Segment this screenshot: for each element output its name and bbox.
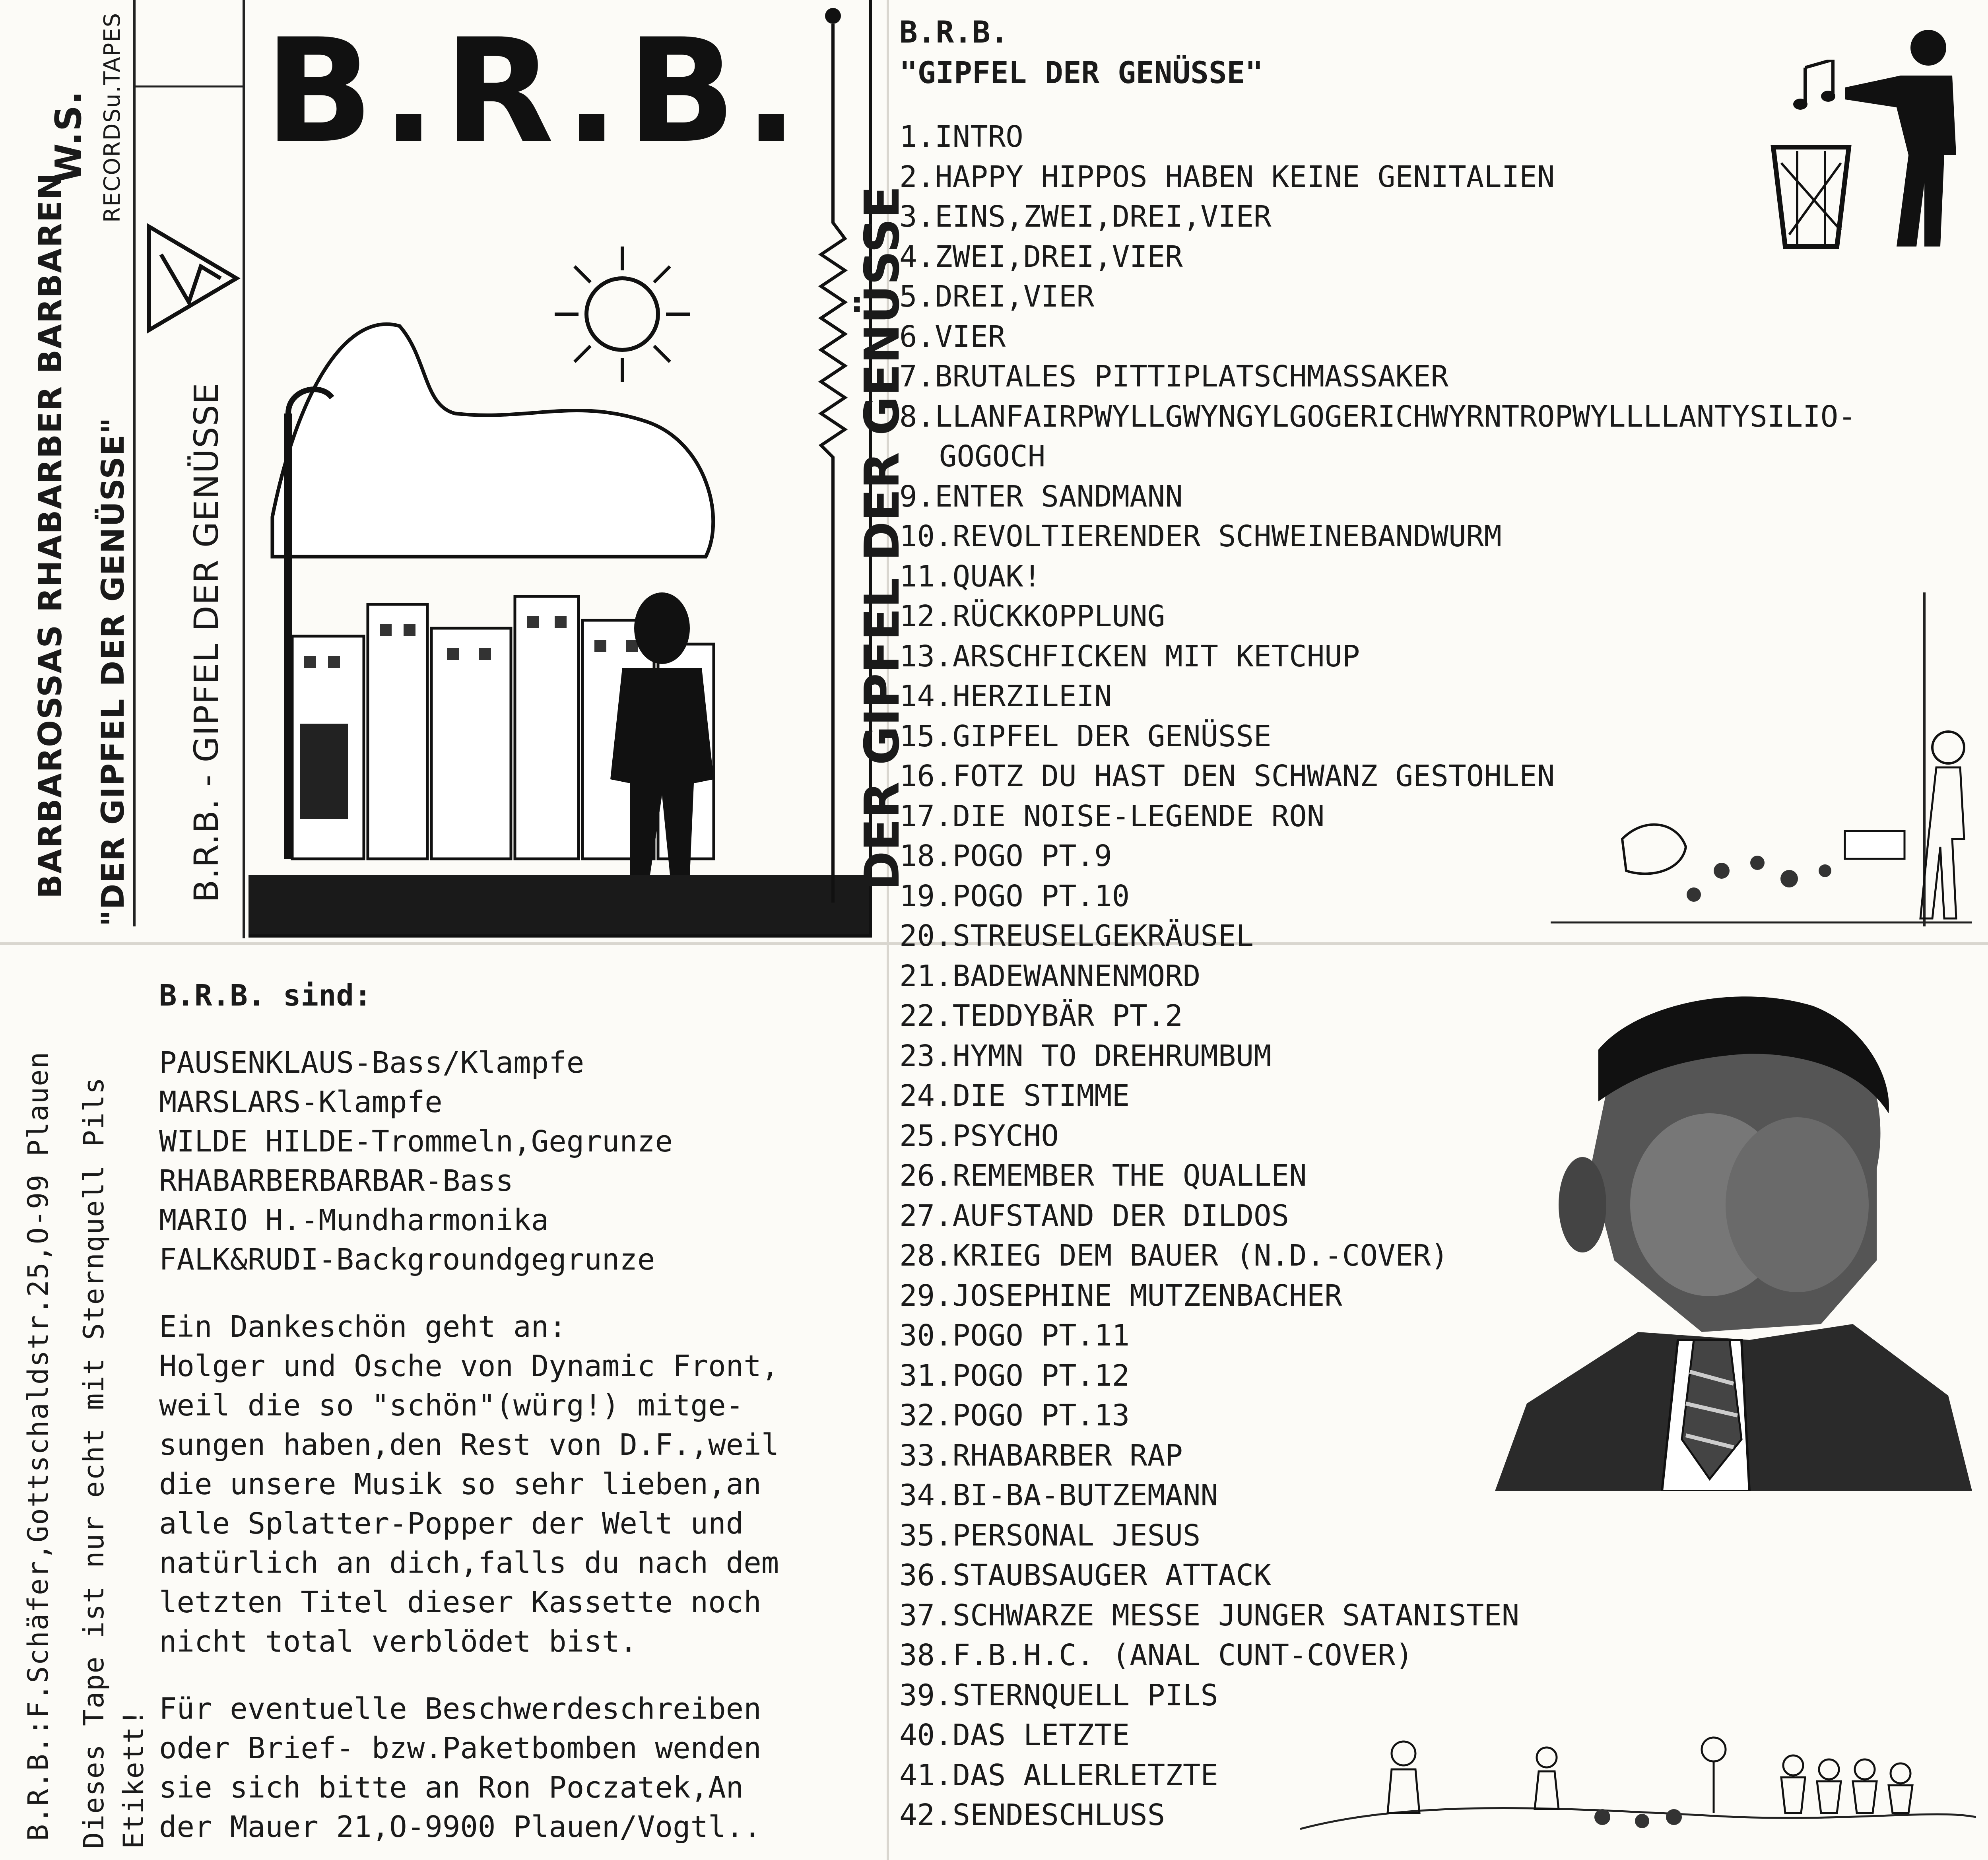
spine-label-sub: RECORDSu.TAPES bbox=[99, 12, 125, 223]
tracklist-items bbox=[899, 117, 1973, 1835]
track-item: 1.INTRO bbox=[899, 120, 1023, 154]
track-item: 34.BI-BA-BUTZEMANN bbox=[899, 1478, 1218, 1512]
spine-divider-2 bbox=[243, 0, 245, 938]
portrait-illustration bbox=[1495, 982, 1980, 1491]
member-item: MARIO H.-Mundharmonika bbox=[159, 1203, 549, 1237]
complaints-line: Für eventuelle Beschwerdeschreiben bbox=[159, 1692, 761, 1726]
spine-album-quoted: "DER GIPFEL DER GENÜSSE" bbox=[95, 417, 131, 926]
track-item: 35.PERSONAL JESUS bbox=[899, 1518, 1201, 1553]
track-item: 19.POGO PT.10 bbox=[899, 879, 1130, 913]
street-scene-illustration bbox=[1551, 592, 1988, 934]
track-item: 31.POGO PT.12 bbox=[899, 1358, 1130, 1393]
thanks-line: sungen haben,den Rest von D.F.,weil bbox=[159, 1428, 779, 1462]
cover-illustration bbox=[248, 0, 869, 934]
spine-short-title: B.R.B. - GIPFEL DER GENÜSSE bbox=[187, 382, 226, 903]
track-item: 16.FOTZ DU HAST DEN SCHWANZ GESTOHLEN bbox=[899, 759, 1555, 793]
tracklist-album: "GIPFEL DER GENÜSSE" bbox=[899, 55, 1264, 90]
track-item: 8.LLANFAIRPWYLLGWYNGYLGOGERICHWYRNTROPWYLLLLANTYSILIO- bbox=[899, 399, 1856, 434]
track-item: 4.ZWEI,DREI,VIER bbox=[899, 239, 1183, 274]
member-item: RHABARBERBARBAR-Bass bbox=[159, 1164, 514, 1198]
member-item: MARSLARS-Klampfe bbox=[159, 1085, 443, 1119]
member-item: WILDE HILDE-Trommeln,Gegrunze bbox=[159, 1124, 673, 1159]
track-item: 39.STERNQUELL PILS bbox=[899, 1678, 1218, 1712]
track-item: 40.DAS LETZTE bbox=[899, 1718, 1130, 1752]
complaints-line: der Mauer 21,O-9900 Plauen/Vogtl.. bbox=[159, 1810, 761, 1844]
track-item: 12.RÜCKKOPPLUNG bbox=[899, 599, 1165, 633]
thanks-line: letzten Titel dieser Kassette noch bbox=[159, 1585, 761, 1619]
cover-panel bbox=[248, 0, 872, 938]
band-info bbox=[159, 976, 875, 1847]
track-item: 13.ARSCHFICKEN MIT KETCHUP bbox=[899, 639, 1360, 674]
thanks-line: natürlich an dich,falls du nach dem bbox=[159, 1546, 779, 1580]
track-item: 23.HYMN TO DREHRUMBUM bbox=[899, 1039, 1272, 1073]
spine-divider-1 bbox=[133, 0, 136, 926]
pils-note: Dieses Tape ist nur echt mit Sternquell Pils bbox=[78, 1076, 110, 1849]
track-item: 30.POGO PT.11 bbox=[899, 1318, 1130, 1353]
spine-label: W.S. bbox=[48, 90, 89, 183]
track-item: 20.STREUSELGEKRÄUSEL bbox=[899, 919, 1254, 953]
spine-band-full: BARBAROSSAS RHABARBER BARBAREN bbox=[32, 172, 69, 899]
thanks-line: weil die so "schön"(würg!) mitge- bbox=[159, 1388, 744, 1423]
track-item: 26.REMEMBER THE QUALLEN bbox=[899, 1159, 1307, 1193]
members-heading: B.R.B. sind: bbox=[159, 979, 372, 1013]
track-item: 6.VIER bbox=[899, 319, 1006, 354]
track-item: 17.DIE NOISE-LEGENDE RON bbox=[899, 799, 1325, 833]
thanks-line: Holger und Osche von Dynamic Front, bbox=[159, 1349, 779, 1383]
music-note-icon bbox=[1793, 60, 1841, 115]
track-item: 5.DREI,VIER bbox=[899, 280, 1095, 314]
track-item: 27.AUFSTAND DER DILDOS bbox=[899, 1198, 1289, 1233]
track-item: 18.POGO PT.9 bbox=[899, 839, 1112, 873]
track-item: 24.DIE STIMME bbox=[899, 1079, 1130, 1113]
track-item: 2.HAPPY HIPPOS HABEN KEINE GENITALIEN bbox=[899, 159, 1555, 194]
thanks-line: alle Splatter-Popper der Welt und bbox=[159, 1507, 744, 1541]
thanks-line: Ein Dankeschön geht an: bbox=[159, 1310, 567, 1344]
member-item: PAUSENKLAUS-Bass/Klampfe bbox=[159, 1046, 584, 1080]
track-item: 38.F.B.H.C. (ANAL CUNT-COVER) bbox=[899, 1638, 1413, 1672]
track-item-continuation: GOGOCH bbox=[939, 439, 1046, 474]
track-item: 21.BADEWANNENMORD bbox=[899, 959, 1201, 993]
address-note: B.R.B.:F.Schäfer,Gottschaldstr.25,O-99 Plauen bbox=[22, 1051, 54, 1841]
cover-logo: B.R.B. bbox=[264, 8, 806, 175]
tidyman-trash-icon bbox=[1765, 24, 1972, 254]
track-item: 25.PSYCHO bbox=[899, 1118, 1059, 1153]
track-item: 10.REVOLTIERENDER SCHWEINEBANDWURM bbox=[899, 519, 1502, 553]
ws-records-logo-icon bbox=[145, 223, 241, 334]
track-item: 36.STAUBSAUGER ATTACK bbox=[899, 1558, 1272, 1592]
track-item: 29.JOSEPHINE MUTZENBACHER bbox=[899, 1278, 1342, 1313]
tracklist-band: B.R.B. bbox=[899, 14, 1009, 50]
track-item: 3.EINS,ZWEI,DREI,VIER bbox=[899, 200, 1272, 234]
thanks-line: die unsere Musik so sehr lieben,an bbox=[159, 1467, 761, 1501]
track-item: 42.SENDESCHLUSS bbox=[899, 1798, 1165, 1832]
track-item: 14.HERZILEIN bbox=[899, 679, 1112, 713]
track-item: 33.RHABARBER RAP bbox=[899, 1438, 1183, 1473]
thanks-line: nicht total verblödet bist. bbox=[159, 1625, 637, 1659]
crowd-illustration bbox=[1300, 1718, 1976, 1837]
spine-divider-3 bbox=[135, 85, 243, 87]
track-item: 9.ENTER SANDMANN bbox=[899, 479, 1183, 514]
complaints-line: sie sich bitte an Ron Poczatek,An bbox=[159, 1771, 744, 1805]
track-item: 41.DAS ALLERLETZTE bbox=[899, 1758, 1218, 1792]
complaints-line: oder Brief- bzw.Paketbomben wenden bbox=[159, 1731, 761, 1765]
pils-note-continuation: Etikett! bbox=[117, 1708, 150, 1849]
cover-side-title: DER GIPFEL DER GENÜSSE bbox=[855, 186, 910, 891]
track-item: 28.KRIEG DEM BAUER (N.D.-COVER) bbox=[899, 1239, 1449, 1273]
member-item: FALK&RUDI-Backgroundgegrunze bbox=[159, 1243, 655, 1277]
track-item: 32.POGO PT.13 bbox=[899, 1398, 1130, 1433]
track-item: 37.SCHWARZE MESSE JUNGER SATANISTEN bbox=[899, 1598, 1520, 1633]
track-item: 11.QUAK! bbox=[899, 559, 1041, 594]
track-item: 15.GIPFEL DER GENÜSSE bbox=[899, 719, 1272, 753]
track-item: 22.TEDDYBÄR PT.2 bbox=[899, 999, 1183, 1033]
track-item: 7.BRUTALES PITTIPLATSCHMASSAKER bbox=[899, 359, 1449, 394]
